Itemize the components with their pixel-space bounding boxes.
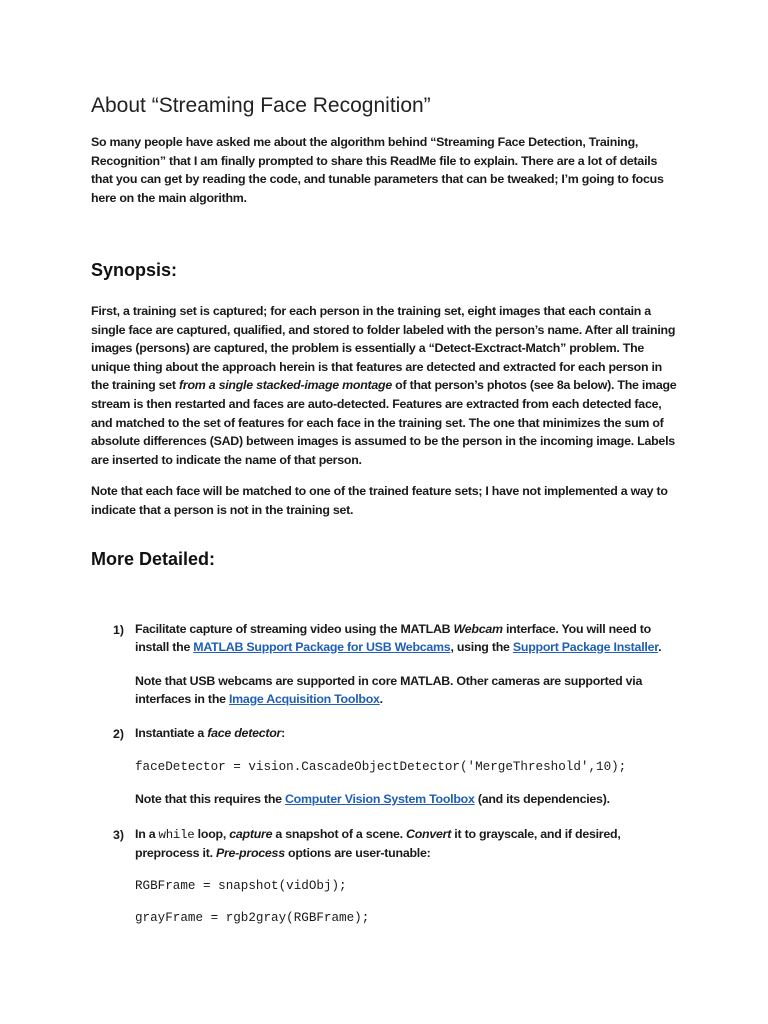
intro-paragraph: So many people have asked me about the algorithm behind “Streaming Face Detection, Training, Recognition” that I am finally prompted to share this ReadMe file to explain. There are a lot of details that you can get by reading the code, and tunable parameters that can be tweaked; I’m going to focus here on the main algorithm.	[91, 135, 664, 205]
item-2-note-b: (and its dependencies).	[474, 792, 610, 806]
item-3-text-c: a snapshot of a scene.	[272, 827, 407, 841]
synopsis-emphasis: from a single stacked-image montage	[179, 378, 392, 393]
snapshot-code: RGBFrame = snapshot(vidObj);	[135, 879, 347, 893]
item-3-text-a: In a	[135, 827, 159, 841]
synopsis-text-a: First, a training set is captured; for each person in the training set, eight images that each contain a single face are captured, qualified, and stored to folder labeled with the person’s name. After all training images (persons) are captured, the problem is essentially a “Detect-Exctract-Match” problem. The unique thing about the approach herein is that features are detected and extracted for each person in the training set	[91, 304, 676, 393]
support-package-installer-link[interactable]: Support Package Installer	[512, 639, 659, 654]
item-2-note	[135, 791, 675, 809]
item-2-text	[135, 725, 675, 743]
synopsis-text-b: of that person’s photos (see 8a below). The image stream is then restarted and faces are auto-detected. Features are extracted from each detected face, and matched to the set of features for each face in the training set. The one that minimizes the sum of absolute differences (SAD) between images is assumed to be the person in the incoming image. Labels are inserted to indicate the name of that person.	[91, 378, 677, 467]
while-inline-code: while	[158, 828, 195, 842]
synopsis-paragraph	[91, 302, 681, 469]
usb-webcams-support-link[interactable]: MATLAB Support Package for USB Webcams	[193, 639, 451, 654]
item-2-text-b: :	[281, 726, 286, 740]
page-title: About “Streaming Face Recognition”	[91, 94, 431, 117]
detailed-heading: More Detailed:	[91, 549, 216, 569]
item-3-number: 3)	[113, 828, 125, 842]
rgb2gray-code: grayFrame = rgb2gray(RGBFrame);	[135, 911, 370, 925]
item-3-emphasis-capture: capture	[229, 827, 273, 841]
face-detector-code: faceDetector = vision.CascadeObjectDetector('MergeThreshold',10);	[135, 760, 627, 774]
item-2-emphasis: face detector	[207, 726, 282, 740]
item-1-text-a: Facilitate capture of streaming video using the MATLAB	[135, 622, 454, 636]
synopsis-heading: Synopsis:	[91, 260, 178, 280]
item-3-text	[135, 826, 675, 862]
item-1-text	[135, 621, 675, 656]
item-3-emphasis-preprocess: Pre-process	[215, 845, 285, 860]
item-3-text-d: it to grayscale, and if desired, preprocess it.	[135, 827, 621, 860]
item-1-text-c: , using the	[450, 639, 513, 654]
item-1-note	[135, 673, 675, 708]
item-3-text-e: options are user-tunable:	[284, 845, 431, 860]
computer-vision-toolbox-link[interactable]: Computer Vision System Toolbox	[284, 792, 475, 806]
item-1-text-b: interface. You will need to install the	[135, 622, 651, 654]
item-1-text-d: .	[658, 639, 662, 654]
item-2-number: 2)	[113, 727, 125, 741]
item-3-emphasis-convert: Convert	[406, 827, 452, 841]
item-2-text-a: Instantiate a	[135, 726, 208, 740]
item-1-note-a: Note that USB webcams are supported in core MATLAB. Other cameras are supported via interfaces in the	[135, 674, 643, 706]
image-acquisition-toolbox-link[interactable]: Image Acquisition Toolbox	[228, 691, 380, 706]
item-1-emphasis: Webcam	[453, 622, 503, 636]
item-3-text-b: loop,	[194, 827, 230, 841]
item-1-number: 1)	[113, 623, 125, 637]
item-1-note-b: .	[379, 691, 383, 706]
synopsis-note: Note that each face will be matched to one of the trained feature sets; I have not implemented a way to indicate that a person is not in the training set.	[91, 484, 668, 517]
item-2-note-a: Note that this requires the	[135, 792, 285, 806]
